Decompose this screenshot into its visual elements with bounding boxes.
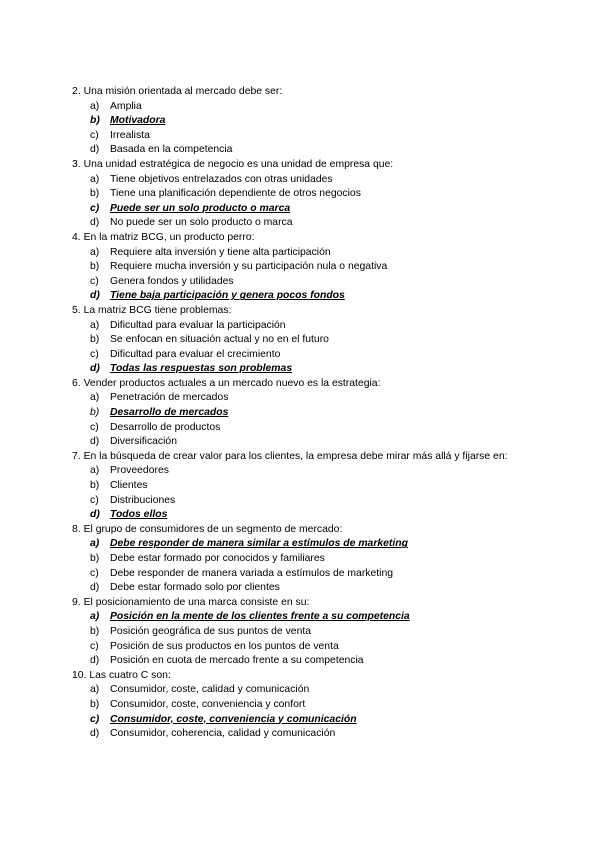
answer-option xyxy=(72,275,532,290)
question-number: 9. xyxy=(72,596,81,608)
option-letter: b) xyxy=(90,261,100,273)
answer-option xyxy=(72,435,532,450)
option-letter: d) xyxy=(90,582,100,594)
question-heading xyxy=(72,523,532,538)
option-text: Tiene baja participación y genera pocos fondos xyxy=(110,290,345,302)
question-number: 7. xyxy=(72,450,81,462)
question-text: En la matriz BCG, un producto perro: xyxy=(83,231,255,243)
question-block xyxy=(72,304,532,377)
option-text: Posición de sus productos en los puntos de venta xyxy=(110,640,339,652)
option-text: Genera fondos y utilidades xyxy=(110,275,234,287)
option-letter: d) xyxy=(90,217,100,229)
question-heading xyxy=(72,596,532,611)
option-text: Se enfocan en situación actual y no en el futuro xyxy=(110,334,329,346)
question-block xyxy=(72,158,532,231)
question-number: 6. xyxy=(72,377,81,389)
option-text: Desarrollo de mercados xyxy=(110,407,229,419)
question-block xyxy=(72,450,532,523)
option-text: Dificultad para evaluar la participación xyxy=(110,319,286,331)
option-letter: d) xyxy=(90,509,100,521)
option-letter: b) xyxy=(90,480,100,492)
option-text: Requiere alta inversión y tiene alta participación xyxy=(110,246,331,258)
option-text: Puede ser un solo producto o marca xyxy=(110,202,291,214)
answer-option xyxy=(72,333,532,348)
answer-option-correct xyxy=(72,610,532,625)
question-number: 10. xyxy=(72,669,87,681)
option-letter: d) xyxy=(90,363,100,375)
answer-option-correct xyxy=(72,202,532,217)
option-letter: a) xyxy=(90,611,100,623)
option-letter: c) xyxy=(90,494,99,506)
answer-option xyxy=(72,246,532,261)
question-heading xyxy=(72,304,532,319)
answer-option xyxy=(72,494,532,509)
question-heading xyxy=(72,158,532,173)
option-text: Distribuciones xyxy=(110,494,176,506)
question-heading xyxy=(72,231,532,246)
question-number: 2. xyxy=(72,86,81,97)
option-text: Tiene objetivos entrelazados con otras unidades xyxy=(110,173,333,185)
option-text: Basada en la competencia xyxy=(110,144,233,156)
quiz-content xyxy=(72,85,532,742)
option-letter: c) xyxy=(90,421,99,433)
option-letter: c) xyxy=(90,713,100,725)
answer-option xyxy=(72,391,532,406)
answer-option xyxy=(72,216,532,231)
question-heading xyxy=(72,450,532,465)
answer-option-correct xyxy=(72,406,532,421)
question-block xyxy=(72,85,532,158)
question-heading xyxy=(72,669,532,684)
question-block xyxy=(72,596,532,669)
option-text: Clientes xyxy=(110,480,148,492)
answer-option-correct xyxy=(72,362,532,377)
option-letter: b) xyxy=(90,698,100,710)
answer-option xyxy=(72,129,532,144)
answer-option-correct xyxy=(72,537,532,552)
question-text: Una unidad estratégica de negocio es una unidad de empresa que: xyxy=(83,158,394,170)
option-text: Consumidor, coste, conveniencia y confort xyxy=(110,698,306,710)
question-number: 8. xyxy=(72,523,81,535)
option-letter: a) xyxy=(90,684,100,696)
option-text: Diversificación xyxy=(110,436,177,448)
option-letter: b) xyxy=(90,553,100,564)
question-text: El grupo de consumidores de un segmento de mercado: xyxy=(83,523,343,535)
answer-option xyxy=(72,421,532,436)
option-letter: d) xyxy=(90,144,100,156)
question-heading xyxy=(72,377,532,392)
option-text: Penetración de mercados xyxy=(110,392,229,404)
option-text: Requiere mucha inversión y su participación nula o negativa xyxy=(110,261,388,273)
option-text: Consumidor, coste, conveniencia y comunicación xyxy=(110,713,357,725)
option-text: Debe responder de manera variada a estímulos de marketing xyxy=(110,567,394,579)
option-letter: b) xyxy=(90,407,100,419)
question-heading xyxy=(72,85,532,100)
option-letter: b) xyxy=(90,334,100,346)
option-letter: a) xyxy=(90,100,100,112)
answer-option xyxy=(72,464,532,479)
option-text: Consumidor, coste, calidad y comunicación xyxy=(110,684,310,696)
answer-option xyxy=(72,698,532,713)
answer-option-correct xyxy=(72,713,532,728)
answer-option xyxy=(72,727,532,742)
option-letter: d) xyxy=(90,655,100,667)
option-text: Posición en la mente de los clientes frente a su competencia xyxy=(110,611,410,623)
answer-option xyxy=(72,654,532,669)
option-letter: a) xyxy=(90,319,100,331)
answer-option xyxy=(72,581,532,596)
option-text: Debe estar formado solo por clientes xyxy=(110,582,280,594)
option-text: Motivadora xyxy=(110,115,166,127)
option-text: Debe responder de manera similar a estímulos de marketing xyxy=(110,538,408,550)
option-letter: d) xyxy=(90,728,100,740)
option-letter: a) xyxy=(90,465,100,477)
answer-option xyxy=(72,260,532,275)
question-block xyxy=(72,669,532,742)
option-text: No puede ser un solo producto o marca xyxy=(110,217,293,229)
answer-option xyxy=(72,319,532,334)
option-letter: d) xyxy=(90,436,100,448)
option-text: Todas las respuestas son problemas xyxy=(110,363,293,375)
answer-option xyxy=(72,479,532,494)
option-letter: b) xyxy=(90,625,100,637)
option-letter: c) xyxy=(90,129,99,141)
option-text: Amplia xyxy=(110,100,142,112)
question-text: La matriz BCG tiene problemas: xyxy=(83,304,232,316)
question-text: En la búsqueda de crear valor para los clientes, la empresa debe mirar más allá y fijarse en: xyxy=(83,450,508,462)
option-text: Todos ellos xyxy=(110,509,168,521)
answer-option-correct xyxy=(72,114,532,129)
option-letter: c) xyxy=(90,275,99,287)
answer-option xyxy=(72,173,532,188)
option-letter: a) xyxy=(90,173,100,185)
answer-option xyxy=(72,625,532,640)
question-number: 3. xyxy=(72,158,81,170)
question-text: Vender productos actuales a un mercado nuevo es la estrategia: xyxy=(83,377,381,389)
answer-option xyxy=(72,187,532,202)
option-letter: a) xyxy=(90,246,100,258)
question-text: Las cuatro C son: xyxy=(89,669,171,681)
option-letter: c) xyxy=(90,348,99,360)
option-letter: c) xyxy=(90,202,100,214)
option-text: Proveedores xyxy=(110,465,169,477)
option-text: Posición geográfica de sus puntos de venta xyxy=(110,625,312,637)
option-text: Dificultad para evaluar el crecimiento xyxy=(110,348,281,360)
option-text: Irrealista xyxy=(110,129,150,141)
answer-option-correct xyxy=(72,508,532,523)
option-letter: c) xyxy=(90,640,99,652)
option-letter: a) xyxy=(90,392,100,404)
question-text: Una misión orientada al mercado debe ser: xyxy=(83,86,283,97)
answer-option xyxy=(72,348,532,363)
answer-option xyxy=(72,640,532,655)
option-letter: a) xyxy=(90,538,100,550)
answer-option xyxy=(72,552,532,567)
question-number: 4. xyxy=(72,231,81,243)
option-text: Debe estar formado por conocidos y familiares xyxy=(110,553,325,564)
option-text: Consumidor, coherencia, calidad y comunicación xyxy=(110,728,336,740)
option-letter: c) xyxy=(90,567,99,579)
option-text: Tiene una planificación dependiente de otros negocios xyxy=(110,188,361,200)
question-block xyxy=(72,231,532,304)
question-block xyxy=(72,523,532,596)
option-letter: b) xyxy=(90,115,100,127)
option-letter: d) xyxy=(90,290,100,302)
answer-option xyxy=(72,100,532,115)
option-letter: b) xyxy=(90,188,100,200)
answer-option xyxy=(72,567,532,582)
question-number: 5. xyxy=(72,304,81,316)
option-text: Desarrollo de productos xyxy=(110,421,221,433)
question-text: El posicionamiento de una marca consiste en su: xyxy=(83,596,310,608)
answer-option xyxy=(72,143,532,158)
option-text: Posición en cuota de mercado frente a su competencia xyxy=(110,655,364,667)
question-block xyxy=(72,377,532,450)
answer-option xyxy=(72,683,532,698)
answer-option-correct xyxy=(72,289,532,304)
